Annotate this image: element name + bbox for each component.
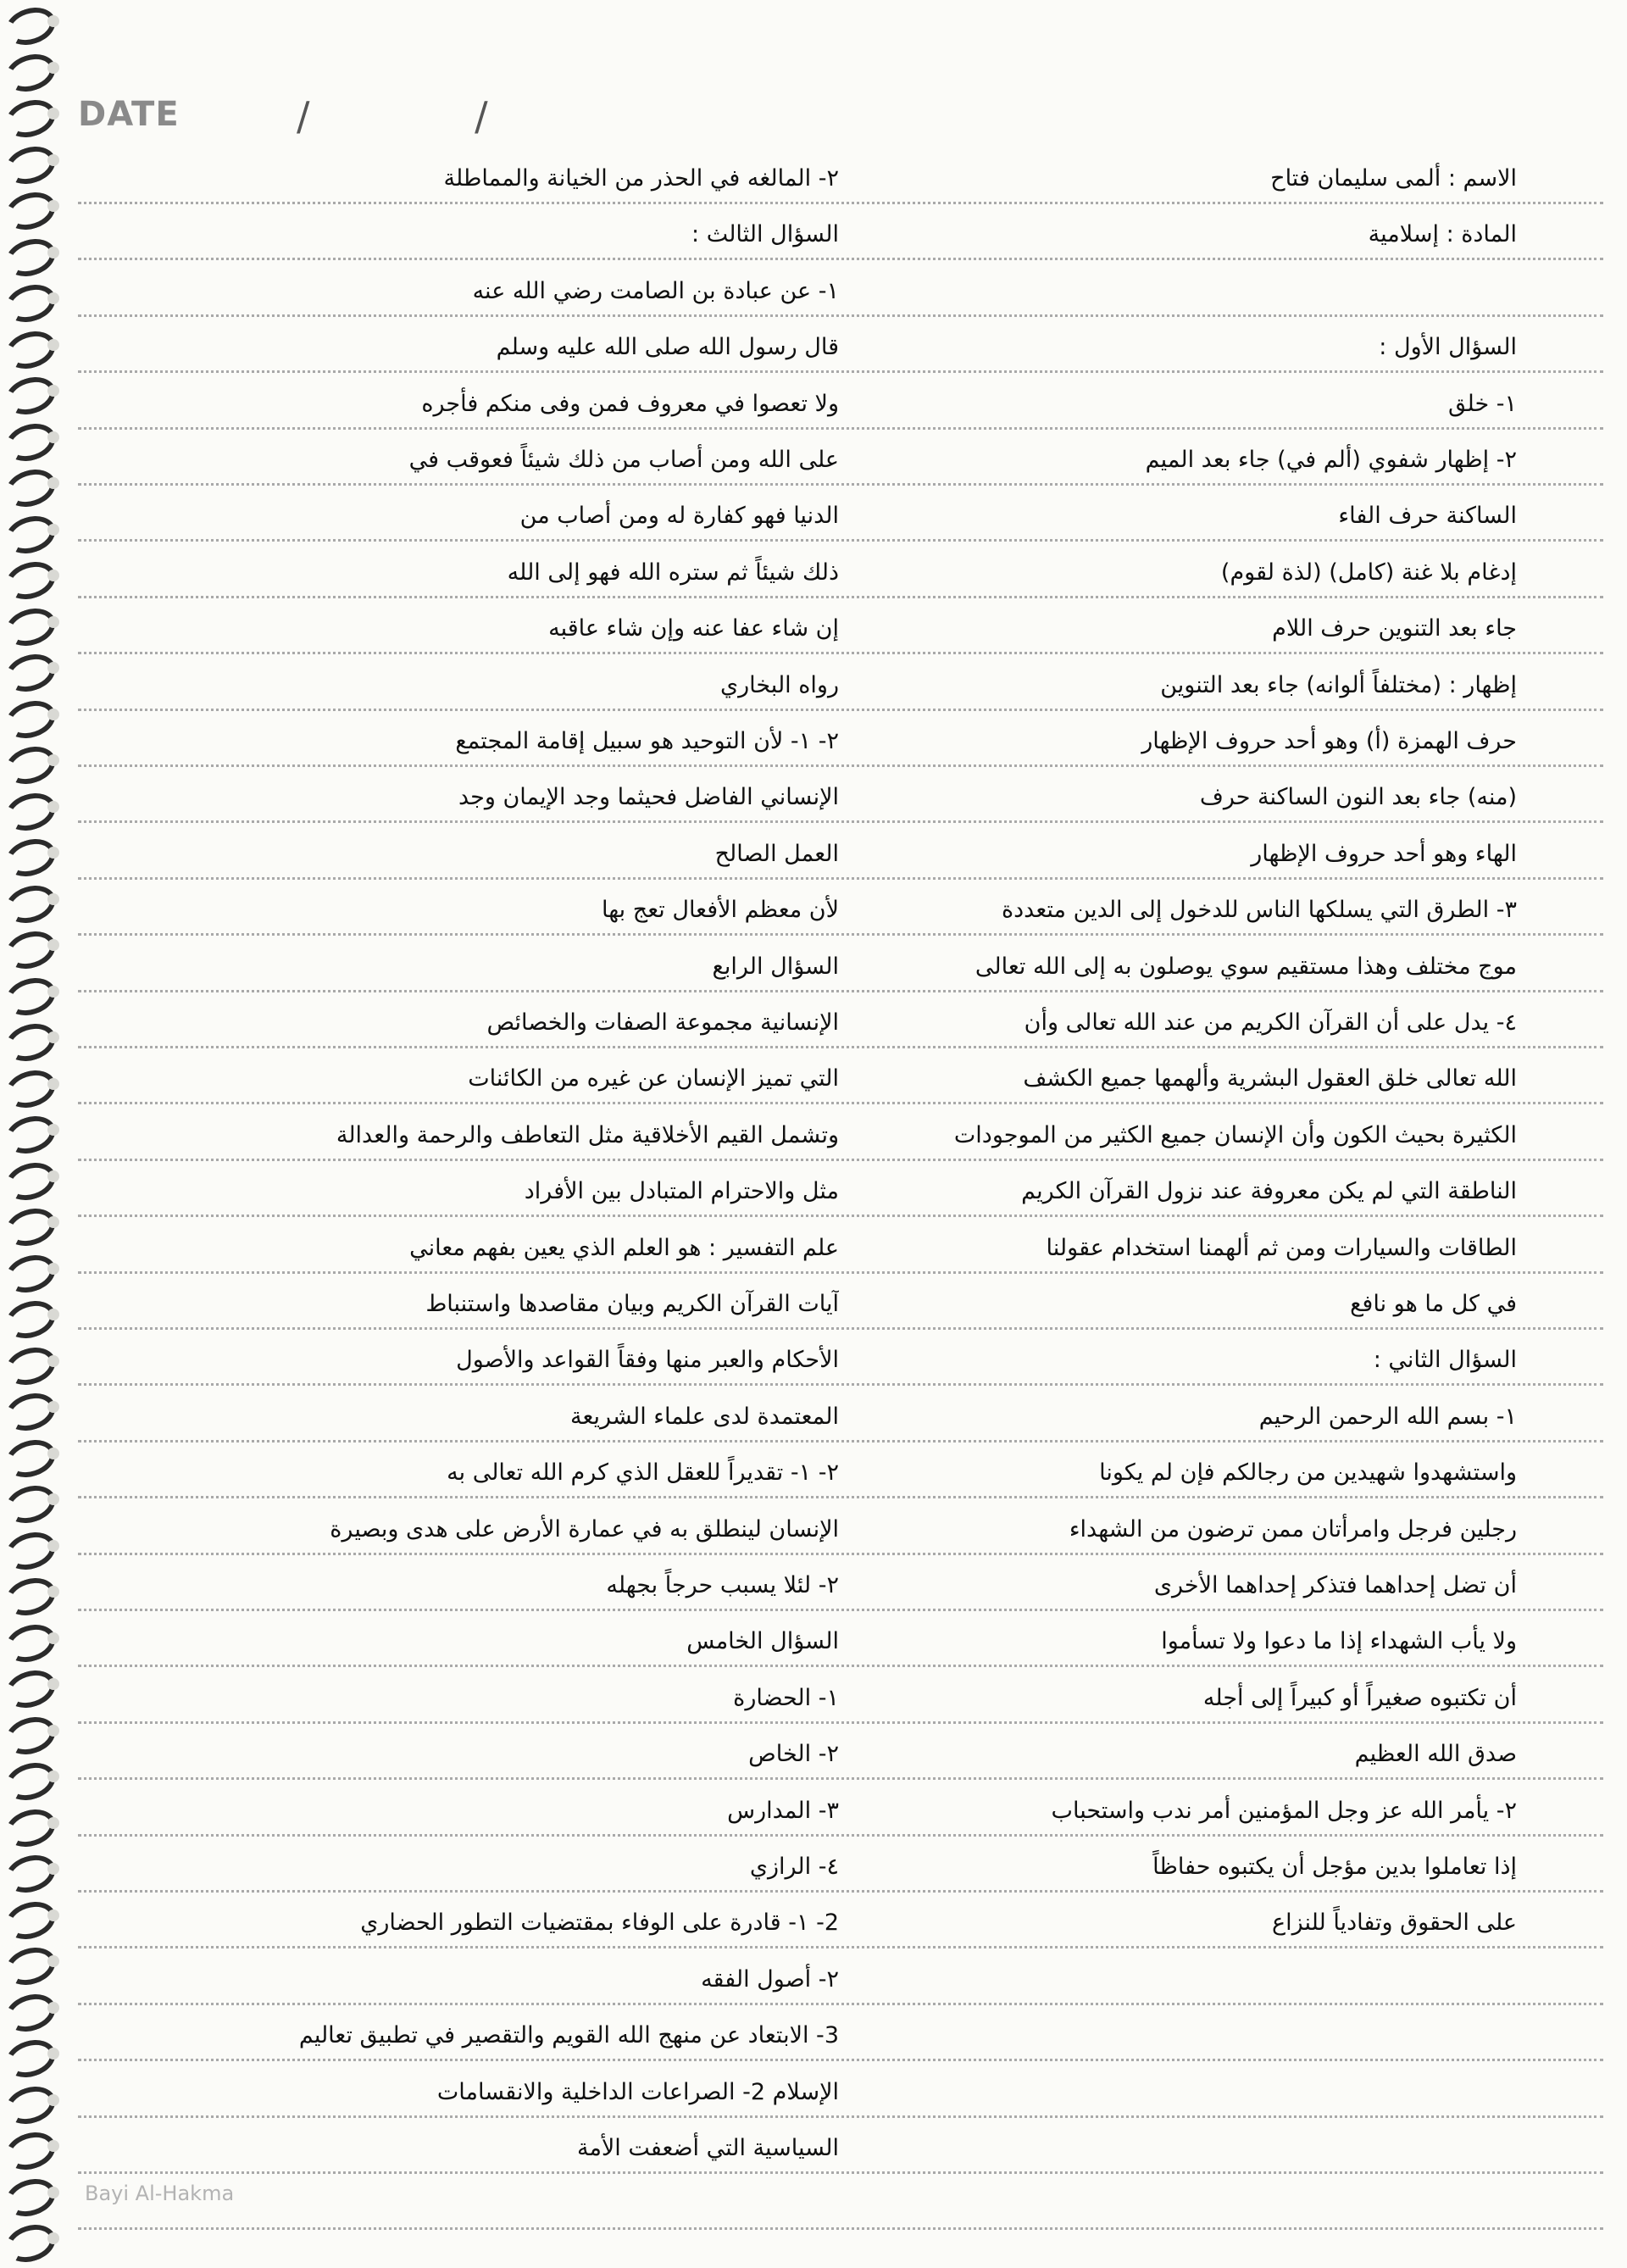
binding-hole	[47, 2048, 59, 2060]
line-left-text: ٢- ١- لأن التوحيد هو سبيل إقامة المجتمع	[455, 728, 839, 754]
line-left-text: السياسية التي أضعفت الأمة	[576, 2135, 839, 2161]
line-right-text: الناطقة التي لم يكن معروفة عند نزول القرآن الكريم	[1021, 1178, 1517, 1205]
ruled-line	[78, 1721, 1603, 1724]
binding-hole	[47, 1493, 59, 1505]
ruled-line	[78, 1215, 1603, 1217]
binding-hole	[47, 108, 59, 120]
binding-hole	[47, 200, 59, 212]
text-line	[93, 606, 1517, 652]
line-left-text: ولا تعصوا في معروف فمن وفى منكم فأجره	[421, 390, 839, 417]
binding-hole	[47, 662, 59, 674]
line-left-text: الإنسان لينطلق به في عمارة الأرض على هدى وبصيرة	[330, 1515, 839, 1543]
ruled-line	[78, 1777, 1603, 1780]
ruled-line	[78, 1046, 1603, 1048]
binding-hole	[47, 801, 59, 813]
line-left-text: ٢- لئلا يسبب حرجاً بجهله	[606, 1572, 839, 1598]
binding-hole	[47, 1216, 59, 1228]
binding-hole	[47, 847, 59, 859]
line-left-text: ٤- الرازي	[749, 1854, 839, 1880]
line-left-text: آيات القرآن الكريم وبيان مقاصدها واستنباط	[425, 1291, 839, 1317]
text-line	[93, 1788, 1517, 1834]
text-line	[93, 269, 1517, 314]
binding-hole	[47, 2140, 59, 2152]
ruled-line	[78, 2059, 1603, 2061]
line-right-text: الساكنة حرف الفاء	[1338, 503, 1517, 530]
text-line	[93, 550, 1517, 596]
line-left-text: المعتمدة لدى علماء الشريعة	[569, 1403, 839, 1430]
line-right-text: ٢- يأمر الله عز وجل المؤمنين أمر ندب واستحباب	[1051, 1797, 1517, 1824]
line-left-text: قال رسول الله صلى الله عليه وسلم	[496, 334, 839, 361]
text-line	[93, 1844, 1517, 1890]
binding-hole	[47, 385, 59, 397]
binding-hole	[47, 1263, 59, 1275]
ruled-line	[78, 652, 1603, 654]
line-right-text: الله تعالى خلق العقول البشرية وألهمها جميع الكشف	[1023, 1065, 1517, 1092]
binding-hole	[47, 1817, 59, 1829]
ruled-line	[78, 1665, 1603, 1667]
binding-hole	[47, 1031, 59, 1043]
line-right-text: رجلين فرجل وامرأتان ممن ترضون من الشهداء	[1069, 1515, 1517, 1543]
text-line	[93, 2070, 1517, 2115]
binding-hole	[47, 939, 59, 951]
ruled-line	[78, 1890, 1603, 1893]
binding-hole	[47, 339, 59, 351]
line-left-text: ٢- الخاص	[748, 1741, 839, 1768]
line-left-text: ٣- المدارس	[727, 1797, 839, 1824]
text-line	[93, 437, 1517, 483]
binding-hole	[47, 1770, 59, 1782]
line-right-text: السؤال الأول :	[1379, 334, 1517, 361]
text-line	[93, 1563, 1517, 1609]
binding-hole	[47, 1124, 59, 1136]
line-left-text: علم التفسير : هو العلم الذي يعين بفهم معاني	[409, 1234, 839, 1261]
date-slashes: / /	[297, 93, 564, 139]
binding-hole	[47, 2002, 59, 2014]
text-line	[93, 1226, 1517, 1271]
ruled-line	[78, 1159, 1603, 1161]
line-left-text: التي تميز الإنسان عن غيره من الكائنات	[468, 1065, 839, 1092]
line-right-text: واستشهدوا شهيدين من رجالكم فإن لم يكونا	[1099, 1459, 1517, 1487]
ruled-line	[78, 709, 1603, 711]
text-line	[93, 325, 1517, 370]
binding-hole	[47, 1401, 59, 1413]
ruled-line	[78, 2171, 1603, 2174]
line-right-text: أن تضل إحداهما فتذكر إحداهما الأخرى	[1153, 1572, 1517, 1598]
line-left-text: السؤال الخامس	[686, 1628, 839, 1655]
line-left-text: ٢- أصول الفقه	[701, 1965, 839, 1993]
binding-hole	[47, 1448, 59, 1459]
binding-hole	[47, 570, 59, 581]
line-left-text: ١- الحضارة	[733, 1684, 839, 1711]
line-right-text: الكثيرة بحيث الكون وأن الإنسان جميع الكثير من الموجودات	[953, 1121, 1517, 1148]
line-right-text: ٢- إظهار شفوي (ألم في) جاء بعد الميم	[1145, 447, 1517, 473]
binding-hole	[47, 1955, 59, 1967]
text-line	[93, 1957, 1517, 2003]
binding-hole	[47, 616, 59, 628]
text-line	[93, 1000, 1517, 1046]
line-right-text: أن تكتبوه صغيراً أو كبيراً إلى أجله	[1202, 1684, 1517, 1711]
binding-hole	[47, 893, 59, 905]
text-line	[93, 1619, 1517, 1665]
line-left-text: لأن معظم الأفعال تعج بها	[602, 897, 839, 924]
text-line	[93, 831, 1517, 877]
ruled-line	[78, 2003, 1603, 2005]
line-left-text: وتشمل القيم الأخلاقية مثل التعاطف والرحمة والعدالة	[336, 1121, 839, 1148]
binding-hole	[47, 754, 59, 766]
line-left-text: الأحكام والعبر منها وفقاً القواعد والأصول	[456, 1347, 839, 1374]
binding-hole	[47, 986, 59, 998]
line-right-text: الاسم : ألمى سليمان فتاح	[1270, 165, 1517, 192]
binding-hole	[47, 1586, 59, 1598]
binding-hole	[47, 1678, 59, 1690]
binding-hole	[47, 292, 59, 304]
ruled-line	[78, 483, 1603, 486]
binding-hole	[47, 1170, 59, 1182]
text-line	[93, 775, 1517, 820]
text-line	[93, 156, 1517, 202]
binding-hole	[47, 709, 59, 720]
line-left-text: الإسلام 2- الصراعات الداخلية والانقسامات	[436, 2078, 839, 2105]
line-left-text: السؤال الثالث :	[691, 221, 839, 248]
binding-hole	[47, 1632, 59, 1644]
text-line	[93, 212, 1517, 258]
line-left-text: ١- عن عبادة بن الصامت رضي الله عنه	[472, 277, 839, 304]
text-line	[93, 1394, 1517, 1440]
text-line	[93, 663, 1517, 709]
ruled-line	[78, 877, 1603, 880]
binding-hole	[47, 477, 59, 489]
ruled-line	[78, 1102, 1603, 1104]
ruled-line	[78, 314, 1603, 317]
text-line	[93, 887, 1517, 933]
text-line	[93, 1676, 1517, 1721]
line-left-text: ٢- ١- تقديراً للعقل الذي كرم الله تعالى به	[447, 1459, 839, 1487]
line-right-text: حرف الهمزة (أ) وهو أحد حروف الإظهار	[1141, 728, 1517, 754]
binding-hole	[47, 431, 59, 443]
date-label: DATE	[78, 95, 180, 134]
binding-hole	[47, 2232, 59, 2244]
ruled-line	[78, 1553, 1603, 1555]
ruled-line	[78, 427, 1603, 430]
ruled-line	[78, 820, 1603, 823]
text-line	[93, 493, 1517, 539]
line-left-text: العمل الصالح	[714, 840, 839, 867]
line-right-text: ولا يأب الشهداء إذا ما دعوا ولا تسأموا	[1161, 1628, 1517, 1655]
text-line	[93, 1900, 1517, 1946]
ruled-line	[78, 2115, 1603, 2118]
ruled-line	[78, 1327, 1603, 1330]
text-line	[93, 1169, 1517, 1215]
binding-hole	[47, 1725, 59, 1737]
notebook-brand: Bayi Al-Hakma	[85, 2182, 235, 2205]
text-line	[93, 719, 1517, 764]
line-left-text: ٢- المالغه في الحذر من الخيانة والمماطلة	[443, 165, 839, 192]
binding-hole	[47, 15, 59, 27]
ruled-line	[78, 764, 1603, 767]
binding-hole	[47, 1909, 59, 1921]
ruled-line	[78, 1946, 1603, 1948]
text-line	[93, 1056, 1517, 1102]
line-right-text: السؤال الثاني :	[1373, 1347, 1517, 1374]
line-left-text: إن شاء عفا عنه وإن شاء عاقبه	[548, 615, 839, 642]
line-right-text: إدغام بلا غنة (كامل) (لذة لقوم)	[1220, 559, 1517, 586]
line-left-text: الإنساني الفاضل فحيثما وجد الإيمان وجد	[458, 784, 839, 811]
line-right-text: الهاء وهو أحد حروف الإظهار	[1251, 840, 1517, 867]
text-line	[93, 1113, 1517, 1159]
ruled-line	[78, 1834, 1603, 1837]
text-line	[93, 2126, 1517, 2171]
line-right-text: ١- بسم الله الرحمن الرحيم	[1258, 1403, 1517, 1430]
line-right-text: ٤- يدل على أن القرآن الكريم من عند الله تعالى وأن	[1024, 1009, 1517, 1036]
line-right-text: الطاقات والسيارات ومن ثم ألهمنا استخدام عقولنا	[1046, 1234, 1517, 1261]
line-right-text: ٣- الطرق التي يسلكها الناس للدخول إلى الدين متعددة	[1002, 897, 1517, 924]
line-right-text: صدق الله العظيم	[1354, 1741, 1517, 1768]
binding-hole	[47, 1078, 59, 1090]
text-line	[93, 1450, 1517, 1496]
line-left-text: على الله ومن أصاب من ذلك شيئاً فعوقب في	[408, 447, 839, 473]
ruled-line	[78, 539, 1603, 542]
text-line	[93, 1732, 1517, 1777]
ruled-line	[78, 1383, 1603, 1386]
ruled-line	[78, 258, 1603, 260]
ruled-line	[78, 990, 1603, 992]
line-left-text: الإنسانية مجموعة الصفات والخصائص	[486, 1009, 839, 1036]
ruled-line	[78, 202, 1603, 204]
line-right-text: على الحقوق وتفادياً للنزاع	[1271, 1909, 1517, 1937]
line-right-text: إظهار : (مختلفاً ألوانه) جاء بعد التنوين	[1160, 671, 1517, 698]
spiral-binding	[0, 0, 68, 2263]
ruled-line	[78, 1609, 1603, 1611]
text-line	[93, 1507, 1517, 1553]
text-line	[93, 1337, 1517, 1383]
binding-hole	[47, 1540, 59, 1552]
line-left-text: مثل والاحترام المتبادل بين الأفراد	[524, 1178, 839, 1205]
text-line	[93, 2013, 1517, 2059]
line-right-text: (منه) جاء بعد النون الساكنة حرف	[1199, 784, 1517, 811]
binding-hole	[47, 2187, 59, 2199]
text-line	[93, 944, 1517, 990]
text-line	[93, 1281, 1517, 1327]
line-left-text: ذلك شيئاً ثم ستره الله فهو إلى الله	[507, 559, 839, 586]
binding-hole	[47, 2094, 59, 2106]
binding-hole	[47, 1863, 59, 1875]
line-right-text: في كل ما هو نافع	[1350, 1291, 1517, 1317]
line-right-text: المادة : إسلامية	[1368, 221, 1517, 248]
binding-hole	[47, 154, 59, 166]
ruled-line	[78, 1271, 1603, 1274]
ruled-line	[78, 933, 1603, 936]
line-left-text: 2- ١- قادرة على الوفاء بمقتضيات التطور الحضاري	[360, 1909, 839, 1937]
ruled-line	[78, 2227, 1603, 2230]
ruled-line	[78, 596, 1603, 598]
line-right-text: موج مختلف وهذا مستقيم سوي يوصلون به إلى الله تعالى	[975, 953, 1517, 980]
line-right-text: جاء بعد التنوين حرف اللام	[1272, 615, 1517, 642]
binding-hole	[47, 1309, 59, 1320]
text-line	[93, 381, 1517, 427]
line-left-text: 3- الابتعاد عن منهج الله القويم والتقصير في تطبيق تعاليم	[298, 2022, 839, 2049]
ruled-line	[78, 370, 1603, 373]
line-right-text: إذا تعاملوا بدين مؤجل أن يكتبوه حفاظاً	[1152, 1854, 1517, 1880]
line-left-text: رواه البخاري	[719, 671, 839, 698]
ruled-line	[78, 1496, 1603, 1498]
binding-hole	[47, 524, 59, 536]
line-left-text: الدنيا فهو كفارة له ومن أصاب من	[519, 503, 839, 530]
ruled-line	[78, 1440, 1603, 1443]
binding-hole	[47, 247, 59, 258]
line-left-text: السؤال الرابع	[712, 953, 839, 980]
line-right-text: ١- خلق	[1448, 390, 1517, 417]
binding-hole	[47, 62, 59, 74]
binding-hole	[47, 1355, 59, 1367]
